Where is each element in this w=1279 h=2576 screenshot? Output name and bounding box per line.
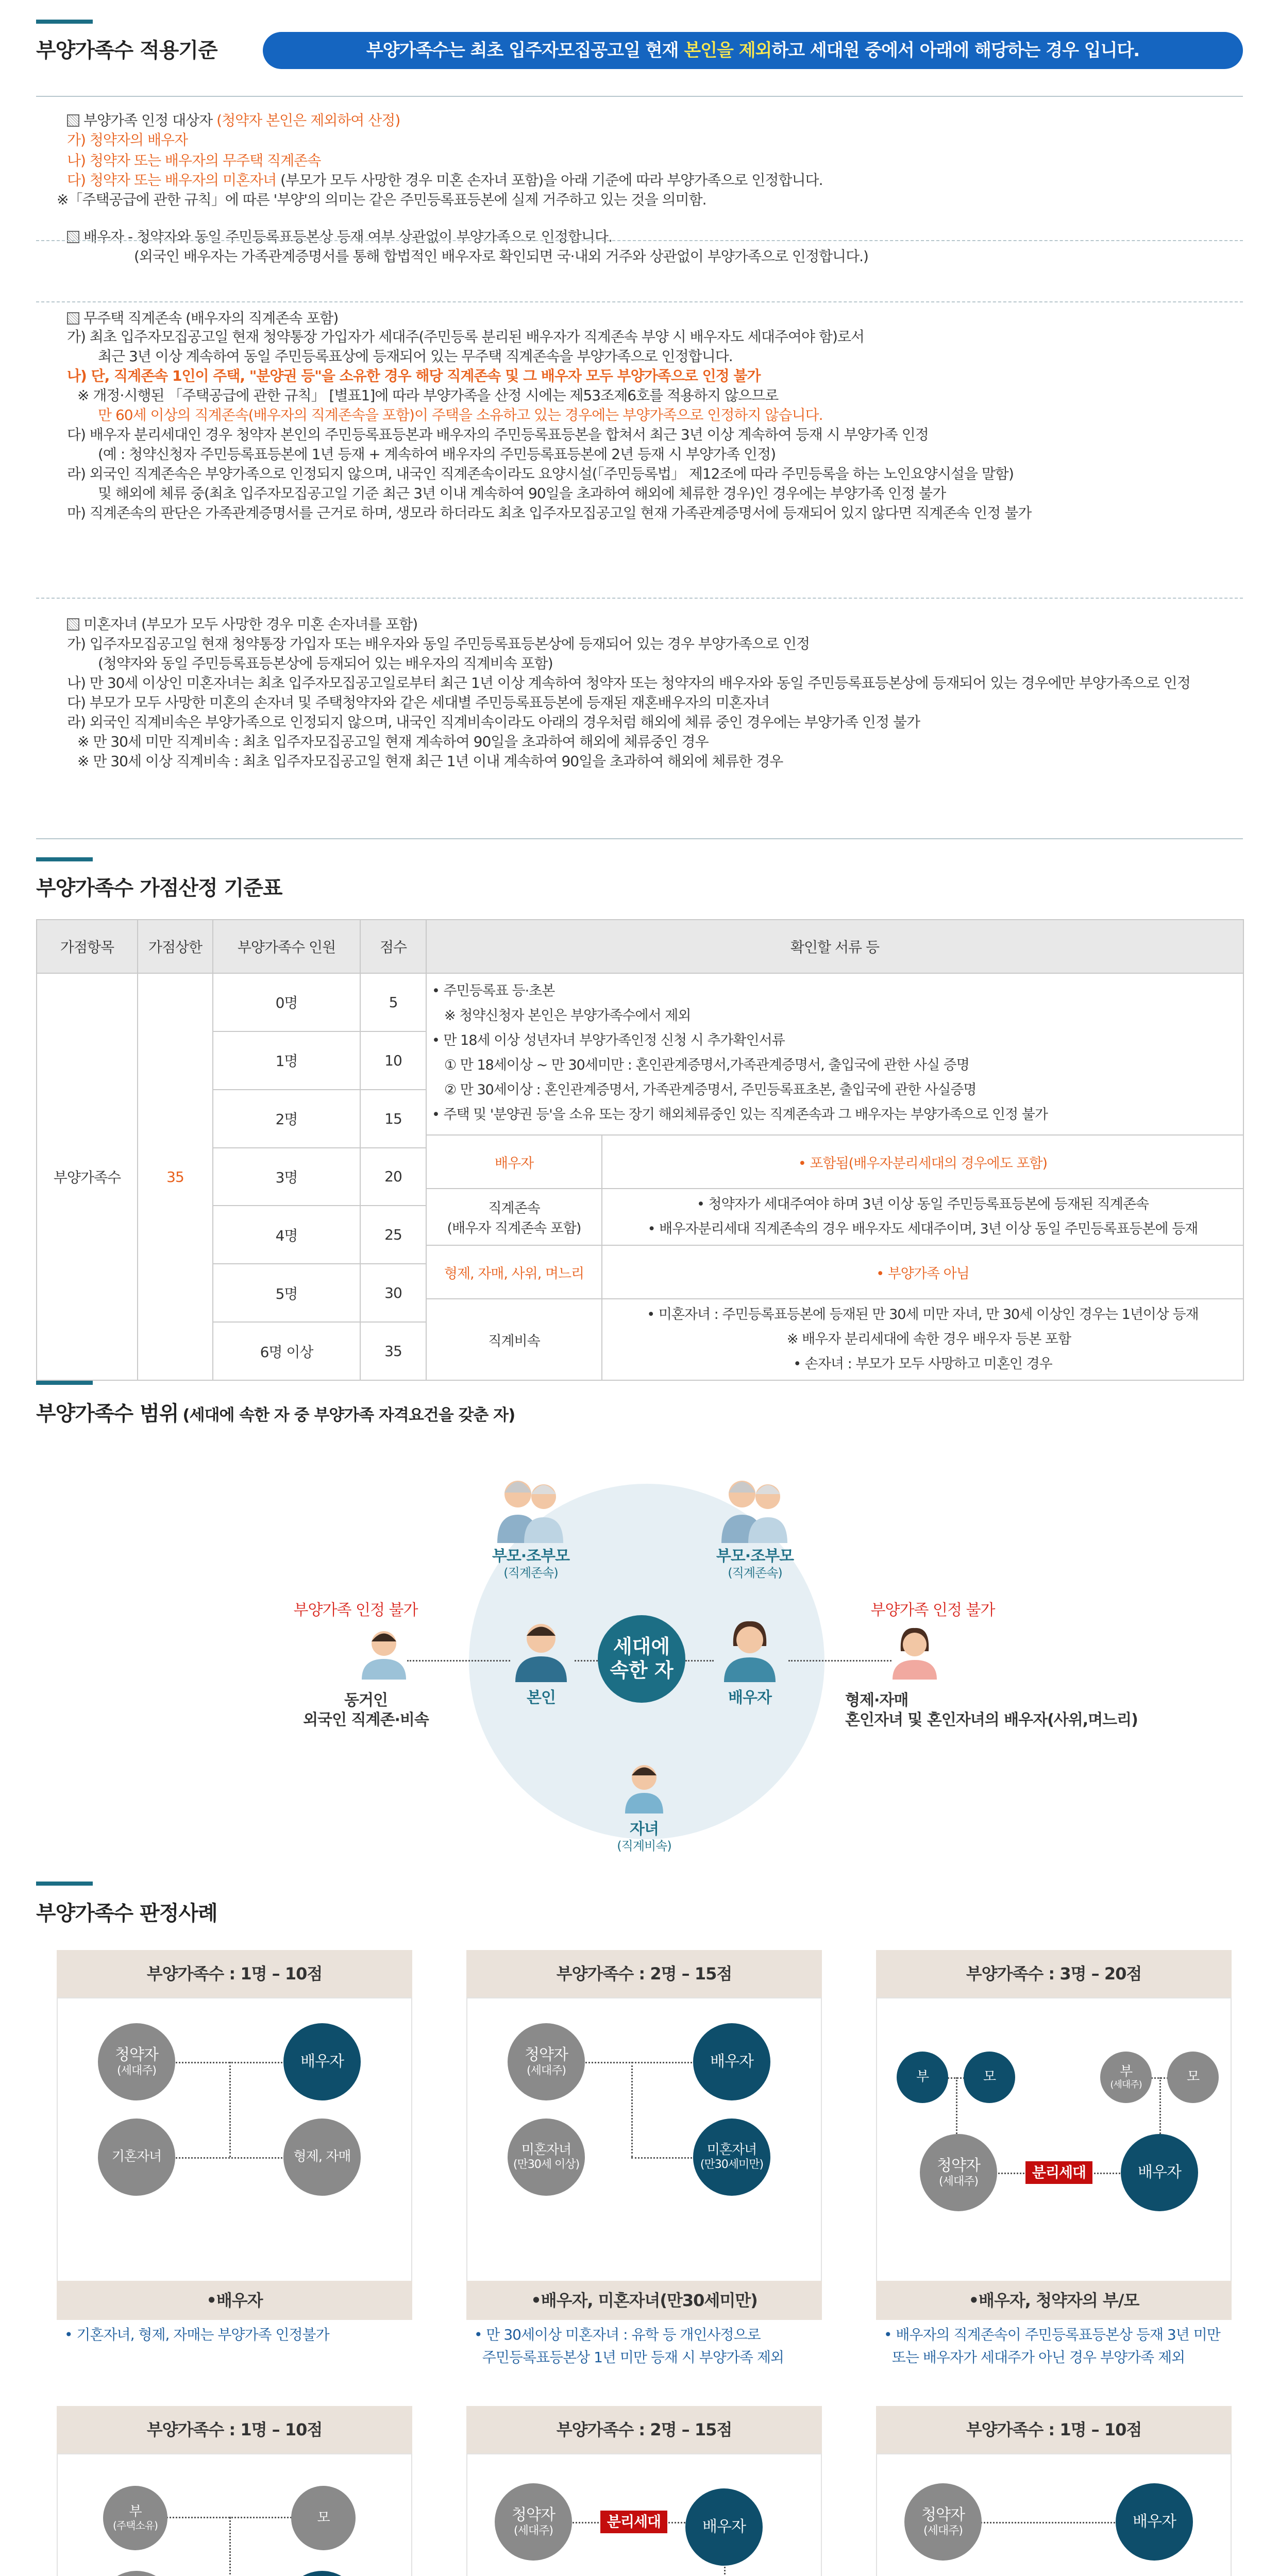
header-count: 부양가족수 인원 [213,920,360,973]
connector-line [229,2517,231,2576]
node-sub: (세대주) [514,2524,553,2537]
node-applicant [508,2023,585,2100]
connector-line [229,2062,231,2157]
count-cell: 6명 이상 [213,1322,360,1380]
checkbox-icon [67,114,79,127]
section-accent-bar [36,1882,93,1886]
case-2-footer: •배우자, 미혼자녀(만30세미만) [466,2281,822,2320]
count-cell: 3명 [213,1148,360,1206]
criteria-line [57,189,706,209]
criteria-line [67,326,864,346]
criteria-note: (청약자 본인은 제외하여 산정) [216,112,400,129]
score-cell: 15 [360,1090,426,1148]
sub-text-descendant [602,1299,1243,1380]
criteria-text: 가) 청약자의 배우자 [67,131,188,148]
divider [36,838,1243,839]
self-label: 본인 [527,1689,556,1707]
sub-label-siblings: 형제, 자매, 사위, 며느리 [427,1245,602,1299]
doc-line: • 만 18세 이상 성년자녀 부양가족인정 신청 시 추가확인서류 [432,1032,785,1048]
relation-subtable [427,1134,1243,1380]
connector-line [155,2157,304,2159]
node-spouse-father [1100,2052,1152,2103]
separated-badge: 분리세대 [1025,2161,1092,2184]
count-cell: 0명 [213,973,360,1031]
criteria-line [67,423,929,444]
criteria-line [98,652,553,673]
node-sub: (세대주) [527,2064,566,2077]
cap-cell: 35 [138,973,213,1380]
case-1-header: 부양가족수 : 1명 – 10점 [57,1950,412,1997]
table-row [37,973,1243,1031]
node-text: 청약자 [512,2506,555,2524]
criteria-line [67,365,761,385]
household-center [598,1615,685,1703]
node-text: 부 [916,2069,929,2085]
sub-text-siblings: • 부양가족 아님 [602,1245,1243,1299]
node-sub: (세대주) [939,2175,978,2188]
node-text: 배우자 [710,2052,753,2071]
criteria-line [77,384,778,405]
connector-line [564,2062,714,2063]
divider [36,240,1243,241]
sub-row [427,1135,1243,1189]
excluded-left-sub: 외국인 직계존·비속 [303,1711,429,1729]
excluded-left-note: 부양가족 인정 불가 [293,1601,418,1619]
parents-left-label: 부모·조부모 [492,1547,570,1565]
node-text: 부 [129,2504,142,2520]
grandparents-left-icon [492,1466,569,1543]
node-spouse-mother [1167,2052,1219,2103]
node-text: 배우자 [1138,2163,1181,2181]
node-sub: (만30세 이상) [513,2158,580,2172]
section-accent-bar [36,1381,93,1385]
criteria-text: ※ 개정·시행된 「주택공급에 관한 규칙」 [별표1]에 따라 부양가족을 산정 시에는 제53조제6호를 적용하지 않으므로 [77,387,779,404]
criteria-text: 만 60세 이상의 직계존속(배우자의 직계존속을 포함)이 주택을 소유하고 있는 경우에는 부양가족으로 인정하지 않습니다. [98,406,823,423]
criteria-text: 라) 외국인 직계존속은 부양가족으로 인정되지 않으며, 내국인 직계존속이라도 요양시설(「주민등록법」 제12조에 따라 주민등록을 하는 노인요양시설을 말함) [67,465,1014,482]
spouse-icon [716,1615,783,1682]
checkbox-icon [67,618,79,631]
node-text: 청약자 [937,2157,980,2175]
criteria-text: (예 : 청약신청자 주민등록표등본에 1년 등재 + 계속하여 배우자의 주민등록표등본에 2년 등재 시 부양가족 인정) [98,446,776,463]
node-text: 모 [317,2510,330,2526]
criteria-text: 배우자 - 청약자와 동일 주민등록표등본상 등재 여부 상관없이 부양가족으로 인정합니다. [83,228,612,245]
criteria-line [67,633,810,653]
score-cell: 25 [360,1206,426,1264]
sub-label-descendant: 직계비속 [427,1299,602,1380]
score-cell: 10 [360,1031,426,1090]
node-applicant [495,2483,572,2561]
doc-line: • 주택 및 '분양권 등'을 소유 또는 장기 해외체류중인 있는 직계존속과 그 배우자는 부양가족으로 인정 불가 [432,1107,1048,1123]
criteria-line [77,750,783,771]
section-accent-bar [36,20,93,24]
parents-left-sub: (직계존속) [503,1566,558,1580]
node-siblings [283,2119,361,2196]
criteria-text: 가) 입주자모집공고일 현재 청약통장 가입자 또는 배우자와 동일 주민등록표등본상에 등재되어 있는 경우 부양가족으로 인정 [67,635,810,652]
excluded-right-sub: 혼인자녀 및 혼인자녀의 배우자(사위,며느리) [845,1711,1138,1729]
case-3-header: 부양가족수 : 3명 – 20점 [876,1950,1232,1997]
sub-text-spouse: • 포함됨(배우자분리세대의 경우에도 포함) [602,1135,1243,1189]
criteria-line [67,502,1031,522]
sub-row [427,1189,1243,1245]
case-3-notes [884,2324,1220,2369]
grandparents-right-icon [716,1466,794,1543]
case-1-footer: •배우자 [57,2281,412,2320]
connector-line [407,1660,510,1662]
connector-line [956,2077,957,2134]
section-title-score-table: 부양가족수 가점산정 기준표 [36,876,282,900]
node-unmarried-child-over30 [508,2119,585,2196]
section-title-scope [36,1397,515,1427]
doc-line: ※ 청약신청자 본인은 부양가족수에서 제외 [444,1008,691,1024]
case-2-header: 부양가족수 : 2명 – 15점 [466,1950,822,1997]
doc-line: • 미혼자녀 : 주민등록표등본에 등재된 만 30세 미만 자녀, 만 30세 이상인 경우는 1년이상 등재 [647,1307,1199,1323]
self-icon [508,1615,575,1682]
center-text [598,1615,685,1682]
connector-line [575,1660,598,1662]
connector-line [1159,2077,1161,2134]
criteria-text: 미혼자녀 (부모가 모두 사망한 경우 미혼 손자녀를 포함) [83,616,418,633]
doc-line: ※ 배우자 분리세대에 속한 경우 배우자 등본 포함 [786,1331,1071,1347]
doc-line: ② 만 30세이상 : 혼인관계증명서, 가족관계증명서, 주민등록표초본, 출입국에 관한 사실증명 [444,1082,977,1098]
node-sub: (만30세미만) [700,2158,764,2172]
case-1-notes [64,2324,329,2346]
criteria-text: 가) 최초 입주자모집공고일 현재 청약통장 가입자가 세대주(주민등록 분리된 배우자가 직계존속 부양 시 배우자도 세대주여야 함)로서 [67,328,864,345]
criteria-text: ※ 만 30세 미만 직계비속 : 최초 입주자모집공고일 현재 계속하여 90일을 초과하여 해외에 체류중인 경우 [77,733,709,750]
checkbox-icon [67,312,79,325]
criteria-text: 다) 청약자 또는 배우자의 미혼자녀 [67,172,277,189]
parents-right-sub: (직계존속) [728,1566,782,1580]
case-2-notes [474,2324,784,2369]
node-mother [964,2052,1015,2103]
node-text: 청약자 [525,2046,568,2064]
connector-line [788,1660,891,1662]
node-text: 청약자 [921,2506,965,2524]
criteria-line [67,226,612,246]
count-cell: 4명 [213,1206,360,1264]
criteria-line [67,149,321,170]
criteria-line [67,129,188,149]
criteria-text: ※「주택공급에 관한 규칙」에 따른 '부양'의 의미는 같은 주민등록표등본에 실제 거주하고 있는 것을 의미함. [57,191,706,208]
section-title-cases: 부양가족수 판정사례 [36,1902,217,1925]
node-text: 미혼자녀 [521,2142,571,2158]
node-spouse [1116,2483,1193,2561]
criteria-note: (부모가 모두 사망한 경우 미혼 손자녀 포함)을 아래 기준에 따라 부양가족으로 인정합니다. [276,172,823,189]
excluded-left-name: 동거인 [344,1691,388,1709]
node-sub: (주택소유) [113,2519,158,2532]
section-title-criteria: 부양가족수 적용기준 [36,39,217,62]
criteria-line [98,345,733,366]
docs-cell [426,973,1243,1380]
criteria-line [67,711,920,732]
node-spouse [1121,2134,1198,2211]
node-text: 청약자 [115,2046,158,2064]
score-cell: 35 [360,1322,426,1380]
node-text: 부 [1119,2063,1133,2079]
criteria-line [77,731,709,751]
doc-line: ① 만 18세이상 ~ 만 30세미만 : 혼인관계증명서,가족관계증명서, 출입국에 관한 사실 증명 [444,1057,969,1073]
node-applicant [904,2483,982,2561]
criteria-text: ※ 만 30세 이상 직계비속 : 최초 입주자모집공고일 현재 최근 1년 이내 계속하여 90일을 초과하여 해외에 체류한 경우 [77,753,783,770]
case-3-footer: •배우자, 청약자의 부/모 [876,2281,1232,2320]
excluded-right-note: 부양가족 인정 불가 [870,1601,995,1619]
node-text: 미혼자녀 [706,2142,757,2158]
connector-line [974,2522,1129,2523]
criteria-text: (청약자와 동일 주민등록표등본상에 등재되어 있는 배우자의 직계비속 포함) [98,655,553,672]
node-text: 배우자 [300,2052,344,2071]
banner-highlight: 본인을 제외 [684,40,772,61]
criteria-text: 나) 만 30세 이상인 미혼자녀는 최초 입주자모집공고일로부터 최근 1년 이상 계속하여 청약자 또는 청약자의 배우자와 동일 주민등록표등본상에 등재되어 있는 경우에만 부양가족으로 인정 [67,674,1190,691]
criteria-text: (외국인 배우자는 가족관계증명서를 통해 합법적인 배우자로 확인되면 국·내외 거주와 상관없이 부양가족으로 인정합니다.) [134,248,868,265]
note-line: 또는 배우자가 세대주가 아닌 경우 부양가족 제외 [884,2349,1185,2366]
score-table [36,919,1244,1381]
node-father [897,2052,948,2103]
center-line: 속한 자 [610,1659,674,1682]
node-text: 기혼자녀 [111,2149,162,2165]
header-docs: 확인할 서류 등 [426,920,1243,973]
child-sub: (직계비속) [617,1839,671,1853]
separated-badge: 분리세대 [600,2511,667,2533]
center-line: 세대에 [613,1635,670,1658]
divider [36,301,1243,302]
criteria-line [67,169,823,190]
node-unmarried-child-under30 [693,2119,770,2196]
sibling-icon [886,1623,943,1680]
banner-text-pre: 부양가족수는 최초 입주자모집공고일 현재 [366,40,684,61]
criteria-text: 무주택 직계존속 (배우자의 직계존속 포함) [83,310,339,327]
banner-text-post: 하고 세대원 중에서 아래에 해당하는 경우 입니다. [771,40,1140,61]
doc-line: • 배우자분리세대 직계존속의 경우 배우자도 세대주이며, 3년 이상 동일 주민등록표등본에 등재 [647,1221,1198,1237]
criteria-text: 나) 단, 직계존속 1인이 주택, "분양권 등"을 소유한 경우 해당 직계존속 및 그 배우자 모두 부양가족으로 인정 불가 [67,367,761,384]
doc-line: • 손자녀 : 부모가 모두 사망하고 미혼인 경우 [793,1356,1052,1372]
criteria-text: 다) 배우자 분리세대인 경우 청약자 본인의 주민등록표등본과 배우자의 주민등록표등본을 합쳐서 최근 3년 이상 계속하여 등재 시 부양가족 인정 [67,426,929,443]
node-text: 모 [1186,2069,1200,2085]
divider [36,598,1243,599]
node-text: 배우자 [1133,2512,1176,2531]
note-line: • 기혼자녀, 형제, 자매는 부양가족 인정불가 [64,2326,329,2343]
criteria-text: 나) 청약자 또는 배우자의 무주택 직계존속 [67,152,321,169]
docs-list [427,974,1243,1127]
node-sub: (세대주) [1110,2079,1142,2090]
note-line: • 배우자의 직계존속이 주민등록표등본상 등재 3년 미만 [884,2326,1220,2343]
checkbox-icon [67,231,79,243]
connector-line [685,1660,714,1662]
criteria-line [67,307,338,328]
criteria-line [98,443,776,464]
sub-label-spouse: 배우자 [427,1135,602,1189]
criteria-text: 다) 부모가 모두 사망한 미혼의 손자녀 및 주택청약자와 같은 세대별 주민등록표등본에 등재된 재혼배우자의 미혼자녀 [67,694,769,711]
sub-row [427,1245,1243,1299]
node-text: 배우자 [702,2517,746,2536]
doc-line: • 주민등록표 등·초본 [432,983,555,999]
criteria-line [67,672,1190,692]
sub-label-line: 직계존속 [488,1200,540,1216]
table-header-row [37,920,1243,973]
criteria-banner [263,32,1243,69]
note-line: 주민등록표등본상 1년 미만 등재 시 부양가족 제외 [474,2349,784,2366]
criteria-text: 부양가족 인정 대상자 [83,112,217,129]
score-cell: 20 [360,1148,426,1206]
node-sub: (세대주) [117,2064,156,2077]
section-accent-bar [36,857,93,861]
criteria-line [98,482,946,503]
node-spouse [685,2488,763,2566]
criteria-text: 마) 직계존속의 판단은 가족관계증명서를 근거로 하며, 생모라 하더라도 최초 입주자모집공고일 현재 가족관계증명서에 등재되어 있지 않다면 직계존속 인정 불가 [67,504,1032,521]
node-spouse [283,2023,361,2100]
criteria-line [98,404,823,425]
criteria-line [134,245,868,266]
count-cell: 5명 [213,1264,360,1322]
score-cell: 30 [360,1264,426,1322]
node-text: 형제, 자매 [293,2149,351,2165]
count-cell: 1명 [213,1031,360,1090]
criteria-text: 및 해외에 체류 중(최초 입주자모집공고일 기준 최근 3년 이내 계속하여 90일을 초과하여 해외에 체류한 경우)인 경우에는 부양가족 인정 불가 [98,485,946,502]
cohabitant-icon [356,1623,412,1680]
case-6-header: 부양가족수 : 1명 – 10점 [876,2406,1232,2453]
scope-subtitle: (세대에 속한 자 중 부양가족 자격요건을 갖춘 자) [182,1406,515,1425]
node-sub: (세대주) [923,2524,963,2537]
criteria-line [67,613,417,634]
sub-text-ascendant [602,1189,1243,1245]
sub-row [427,1299,1243,1380]
child-icon [616,1757,672,1814]
node-mother [291,2486,356,2550]
case-5-header: 부양가족수 : 2명 – 15점 [466,2406,822,2453]
node-text: 모 [983,2069,996,2085]
scope-title: 부양가족수 범위 [36,1402,179,1426]
case-4-header: 부양가족수 : 1명 – 10점 [57,2406,412,2453]
spouse-label: 배우자 [728,1689,771,1707]
sub-label-line: (배우자 직계존속 포함) [447,1221,581,1236]
child-label: 자녀 [630,1820,659,1838]
score-cell: 5 [360,973,426,1031]
criteria-text: 최근 3년 이상 계속하여 동일 주민등록표상에 등재되어 있는 무주택 직계존속을 부양가족으로 인정합니다. [98,348,733,365]
connector-line [631,2062,633,2157]
node-spouse [693,2023,770,2100]
doc-line: • 청약자가 세대주여야 하며 3년 이상 동일 주민등록표등본에 등재된 직계존속 [697,1196,1149,1212]
header-score: 점수 [360,920,426,973]
criteria-text: 라) 외국인 직계비속은 부양가족으로 인정되지 않으며, 내국인 직계비속이라도 아래의 경우처럼 해외에 체류 중인 경우에는 부양가족 인정 불가 [67,714,920,731]
node-father-owner [103,2486,167,2550]
parents-right-label: 부모·조부모 [716,1547,794,1565]
criteria-line [67,109,400,130]
criteria-line [67,463,1014,483]
node-married-child [98,2119,175,2196]
count-cell: 2명 [213,1090,360,1148]
criteria-line [67,691,769,712]
excluded-right-name: 형제·자매 [845,1691,908,1709]
item-cell: 부양가족수 [37,973,138,1380]
node-applicant [920,2134,997,2211]
header-item: 가점항목 [37,920,138,973]
header-cap: 가점상한 [138,920,213,973]
node-applicant [98,2023,175,2100]
note-line: • 만 30세이상 미혼자녀 : 유학 등 개인사정으로 [474,2326,761,2343]
sub-label-ascendant [427,1189,602,1245]
divider [36,96,1243,97]
